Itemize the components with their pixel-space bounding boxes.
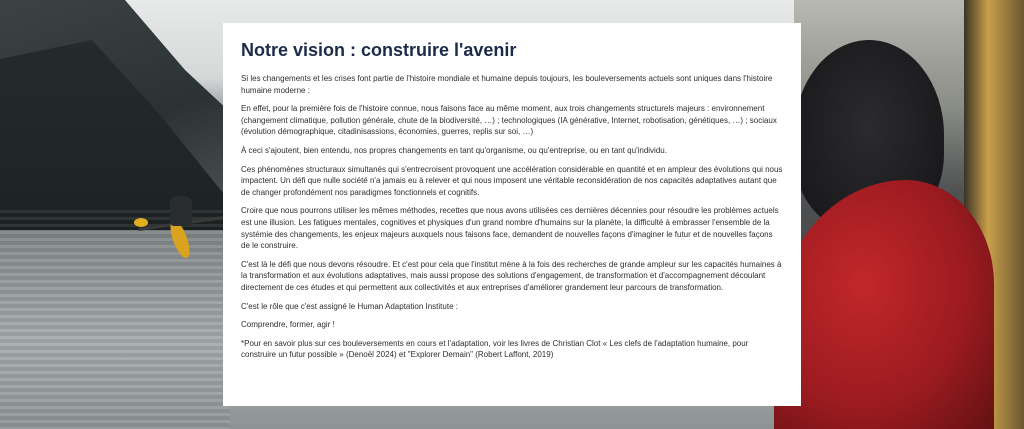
water-surface <box>0 210 230 429</box>
paragraph-footnote: *Pour en savoir plus sur ces bouleversements en cours et l'adaptation, voir les livres de Christian Clot « Les clefs de l'adaptation humaine, pour construire un futur possible » (Denoël 2024) et "Explorer Demain" (Robert Laffont, 2019) <box>241 338 749 360</box>
vision-content-card <box>223 23 801 406</box>
paragraph-motto: Comprendre, former, agir ! <box>241 320 335 330</box>
paragraph-structural-changes: En effet, pour la première fois de l'histoire connue, nous faisons face au même moment, aux trois changements structurels majeurs : environnement (changement climatique, pollution générale, chute de la biodiversité, …) ; technologiques (IA générative, Internet, robotisation, génétiques, …) ; sociaux (évolution démographique, citadinisassions, économies, guerres, replis sur soi, …) <box>241 104 777 137</box>
section-title: Notre vision : construire l'avenir <box>241 40 517 60</box>
paragraph-acceleration: Ces phénomènes structuraux simultanés qui s'entrecroisent provoquent une accélération considérable en quantité et en ampleur des évolutions qui nous impactent. Un défi que nulle société n'a jamais eu à relever et qui nous imposent une véritable reconsidération de nos capacités adaptatives autant que de changer profondément nos paradigmes fonctionnels et cognitifs. <box>241 164 783 197</box>
paragraph-own-changes: À ceci s'ajoutent, bien entendu, nos propres changements en tant qu'organisme, ou qu'entreprise, ou en tant qu'individu. <box>241 145 667 155</box>
kayaker-shape <box>170 196 192 226</box>
paragraph-intro: Si les changements et les crises font partie de l'histoire mondiale et humaine depuis toujours, les bouleversements actuels sont uniques dans l'histoire humaine moderne : <box>241 74 773 95</box>
paragraph-challenge: C'est là le défi que nous devons résoudre. Et c'est pour cela que l'institut mène à la fois des recherches de grande ampleur sur les capacités humaines à la transformation et aux évolutions adaptatives, mais aussi propose des solutions d'engagement, de transformation et d'accompagnement découlant directement de ces études et qui permettent aux collectivités et aux entreprises d'améliorer grandement leur parcours de transformation. <box>241 259 782 292</box>
paddle-blade-shape <box>134 218 148 227</box>
paragraph-illusion: Croire que nous pourrons utiliser les mêmes méthodes, recettes que nous avons utilisées ces dernières décennies pour résoudre les problèmes actuels est une illusion. Les fatigues mentales, cognitives et physiques d'un grand nombre d'humains sur la planète, la difficulté à embrasser l'ensemble de la systémie des changements, les enjeux majeurs auxquels nous faisons face, demandent de nouvelles façons d'imaginer le futur et de nouvelles façons de le construire. <box>241 206 779 251</box>
paragraph-role: C'est le rôle que c'est assigné le Human Adaptation Institute : <box>241 301 458 311</box>
